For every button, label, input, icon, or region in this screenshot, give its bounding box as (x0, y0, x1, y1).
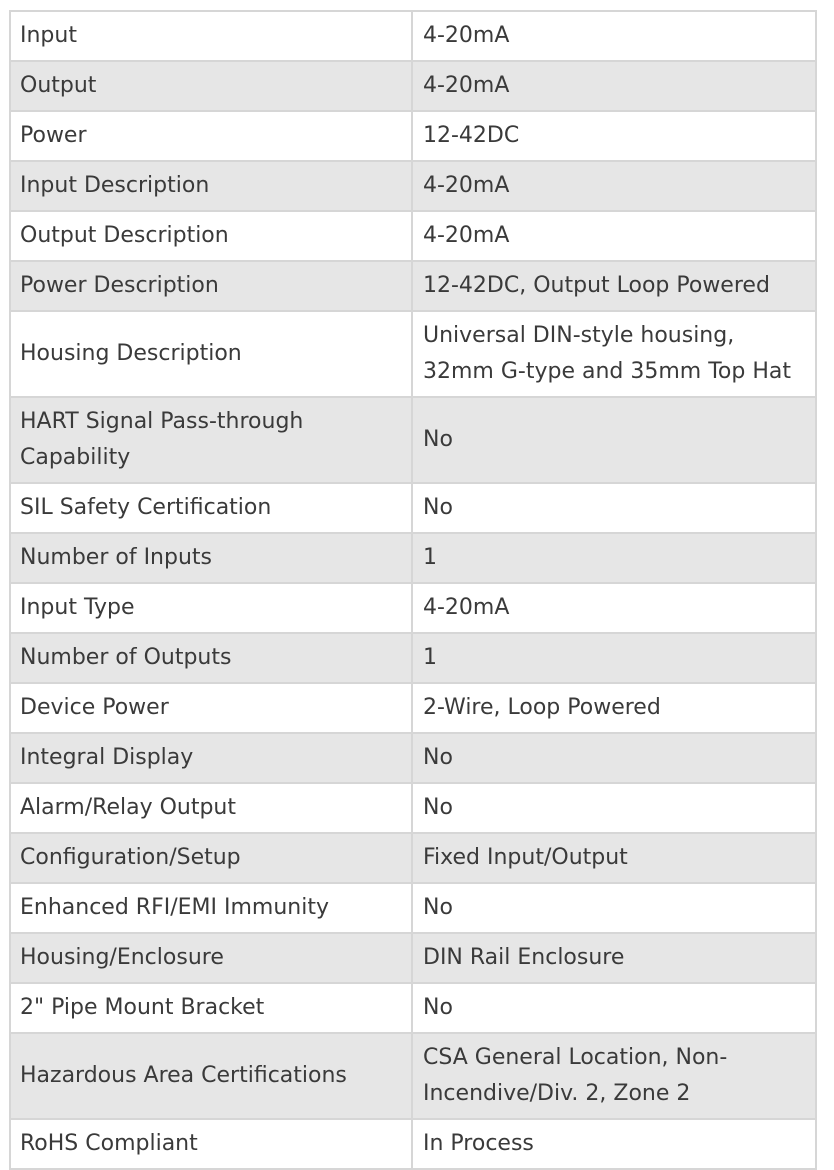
table-row (10, 1119, 816, 1169)
spec-label: Number of Inputs (10, 533, 412, 583)
table-row (10, 483, 816, 533)
table-row (10, 261, 816, 311)
table-row (10, 683, 816, 733)
spec-label: Input Type (10, 583, 412, 633)
table-row (10, 983, 816, 1033)
spec-value: CSA General Location, Non-Incendive/Div. 2, Zone 2 (412, 1033, 816, 1119)
table-row (10, 397, 816, 483)
spec-value: 4-20mA (412, 211, 816, 261)
specifications-table-body (10, 11, 816, 1169)
spec-label: HART Signal Pass-through Capability (10, 397, 412, 483)
specifications-table (9, 10, 817, 1170)
spec-label: Power Description (10, 261, 412, 311)
spec-label: SIL Safety Certification (10, 483, 412, 533)
table-row (10, 883, 816, 933)
spec-label: Output Description (10, 211, 412, 261)
table-row (10, 111, 816, 161)
spec-value: No (412, 883, 816, 933)
table-row (10, 783, 816, 833)
spec-label: RoHS Compliant (10, 1119, 412, 1169)
spec-value: No (412, 983, 816, 1033)
table-row (10, 583, 816, 633)
spec-value: 1 (412, 633, 816, 683)
table-row (10, 933, 816, 983)
table-row (10, 1033, 816, 1119)
table-row (10, 733, 816, 783)
spec-value: 4-20mA (412, 61, 816, 111)
table-row (10, 61, 816, 111)
spec-label: Power (10, 111, 412, 161)
table-row (10, 633, 816, 683)
spec-value: 12-42DC (412, 111, 816, 161)
spec-value: 4-20mA (412, 583, 816, 633)
table-row (10, 533, 816, 583)
table-row (10, 11, 816, 61)
spec-value: 4-20mA (412, 161, 816, 211)
spec-value: Universal DIN-style housing, 32mm G-type and 35mm Top Hat (412, 311, 816, 397)
spec-value: 1 (412, 533, 816, 583)
spec-label: Input (10, 11, 412, 61)
spec-label: Output (10, 61, 412, 111)
table-row (10, 161, 816, 211)
spec-label: Configuration/Setup (10, 833, 412, 883)
spec-label: 2" Pipe Mount Bracket (10, 983, 412, 1033)
spec-label: Integral Display (10, 733, 412, 783)
spec-value: 12-42DC, Output Loop Powered (412, 261, 816, 311)
spec-label: Enhanced RFI/EMI Immunity (10, 883, 412, 933)
spec-value: No (412, 733, 816, 783)
spec-value: No (412, 397, 816, 483)
spec-value: No (412, 483, 816, 533)
table-row (10, 833, 816, 883)
spec-value: Fixed Input/Output (412, 833, 816, 883)
spec-label: Housing/Enclosure (10, 933, 412, 983)
spec-label: Alarm/Relay Output (10, 783, 412, 833)
spec-label: Device Power (10, 683, 412, 733)
spec-label: Number of Outputs (10, 633, 412, 683)
spec-value: In Process (412, 1119, 816, 1169)
table-row (10, 211, 816, 261)
spec-value: 4-20mA (412, 11, 816, 61)
spec-value: DIN Rail Enclosure (412, 933, 816, 983)
spec-value: No (412, 783, 816, 833)
table-row (10, 311, 816, 397)
spec-label: Input Description (10, 161, 412, 211)
spec-label: Housing Description (10, 311, 412, 397)
spec-label: Hazardous Area Certifications (10, 1033, 412, 1119)
spec-value: 2-Wire, Loop Powered (412, 683, 816, 733)
